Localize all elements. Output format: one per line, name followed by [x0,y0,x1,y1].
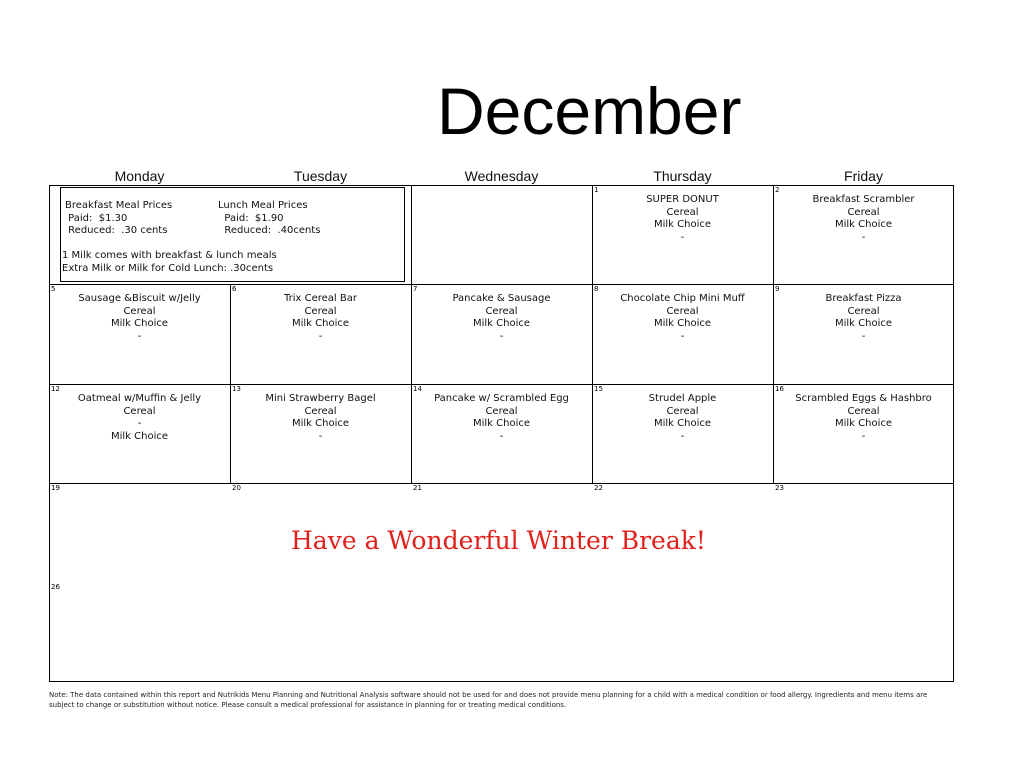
menu-item: - [137,418,142,430]
day-cell [49,384,230,483]
day-cell [230,483,411,499]
menu-item: - [861,331,866,343]
day-number: 6 [232,285,237,293]
day-cell [592,384,773,483]
menu-item: Milk Choice [110,318,169,330]
extra-milk-note: Extra Milk or Milk for Cold Lunch: .30cents [62,262,274,274]
menu-item: - [318,331,323,343]
day-cell [411,483,592,499]
day-cell [411,284,592,383]
menu-item: Cereal [666,206,699,218]
disclaimer-note: Note: The data contained within this report and Nutrikids Menu Planning and Nutritional Analysis software should not be used for and does not provide menu planning for a child with a medical condition or food allergy. Ingredients and menu items are subject to change or substitution without notice. Please consult a medical professional for assistance in planning for or treating medical conditions. [49,691,928,709]
lunch-paid: Paid: $1.90 [218,212,284,224]
day-cell [773,185,954,284]
day-cell [230,284,411,383]
breakfast-prices-title: Breakfast Meal Prices [65,200,173,211]
day-number: 2 [775,186,780,194]
menu-item: Milk Choice [834,418,893,430]
menu-item: Mini Strawberry Bagel [265,393,376,404]
menu-item: - [680,331,685,343]
day-header-monday: Monday [114,168,165,184]
day-cell [230,384,411,483]
menu-item: Cereal [847,305,880,317]
menu-item: Chocolate Chip Mini Muff [620,293,745,304]
menu-item: Breakfast Scrambler [812,194,915,205]
day-cell [773,384,954,483]
day-number: 13 [232,385,241,393]
day-cell [411,384,592,483]
lunch-prices-title: Lunch Meal Prices [218,200,308,211]
menu-item: Cereal [485,405,518,417]
menu-item: Milk Choice [291,418,350,430]
month-title: December [437,74,742,148]
menu-item: Milk Choice [653,418,712,430]
menu-item: Milk Choice [291,318,350,330]
menu-item: Milk Choice [653,219,712,231]
day-number: 21 [413,484,422,492]
day-number: 8 [594,285,599,293]
menu-item: Cereal [304,305,337,317]
menu-item: Cereal [123,405,156,417]
lunch-reduced: Reduced: .40cents [218,225,321,236]
day-header-tuesday: Tuesday [293,168,348,184]
menu-item: - [680,431,685,443]
day-number: 20 [232,484,241,492]
menu-item: Pancake & Sausage [452,293,551,304]
menu-item: Milk Choice [834,219,893,231]
menu-item: - [861,232,866,244]
menu-item: - [680,232,685,244]
winter-break-banner: Have a Wonderful Winter Break! [291,526,706,555]
menu-item: Trix Cereal Bar [284,293,357,304]
breakfast-reduced: Reduced: .30 cents [65,225,168,236]
day-number: 15 [594,385,603,393]
day-number: 19 [51,484,60,492]
day-number: 1 [594,186,599,194]
menu-item: Cereal [666,405,699,417]
menu-item: Milk Choice [110,431,169,443]
menu-item: Pancake w/ Scrambled Egg [434,393,569,404]
day-header-wednesday: Wednesday [464,168,539,184]
day-number: 22 [594,484,603,492]
day-cell [49,483,230,499]
day-number: 12 [51,385,60,393]
day-header-thursday: Thursday [653,168,712,184]
menu-item: Cereal [485,305,518,317]
day-number: 14 [413,385,422,393]
day-cell [592,483,773,499]
day-number: 23 [775,484,784,492]
day-number: 9 [775,285,780,293]
menu-item: - [137,331,142,343]
day-cell [773,284,954,383]
menu-item: Scrambled Eggs & Hashbro [795,393,932,404]
milk-note: 1 Milk comes with breakfast & lunch meals [62,250,277,261]
menu-item: Cereal [847,206,880,218]
day-cell [592,284,773,383]
day-number: 5 [51,285,56,293]
menu-item: - [861,431,866,443]
menu-item: - [499,331,504,343]
menu-item: Cereal [123,305,156,317]
day-number: 26 [51,583,60,591]
day-header-friday: Friday [844,168,883,184]
day-cell [592,185,773,284]
menu-item: Sausage &Biscuit w/Jelly [78,293,201,304]
menu-item: - [499,431,504,443]
menu-item: Milk Choice [653,318,712,330]
day-number: 7 [413,285,418,293]
breakfast-paid: Paid: $1.30 [65,212,128,224]
menu-item: Cereal [847,405,880,417]
menu-item: Milk Choice [472,318,531,330]
menu-item: Cereal [666,305,699,317]
menu-item: Milk Choice [472,418,531,430]
menu-item: Cereal [304,405,337,417]
menu-item: Strudel Apple [648,393,717,404]
menu-item: - [318,431,323,443]
day-cell [49,284,230,383]
menu-item: Oatmeal w/Muffin & Jelly [77,393,202,404]
menu-item: Milk Choice [834,318,893,330]
menu-item: Breakfast Pizza [825,293,902,304]
meal-prices-box [60,187,405,282]
day-number: 16 [775,385,784,393]
menu-item: SUPER DONUT [646,194,719,205]
